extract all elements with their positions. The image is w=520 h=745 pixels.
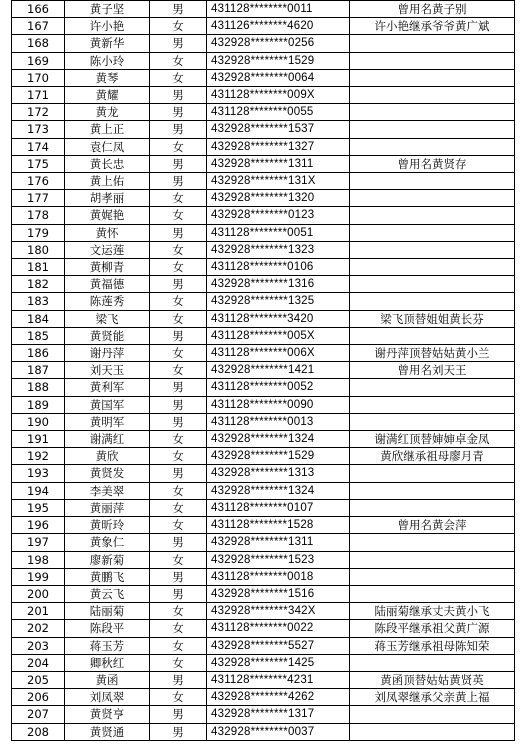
row-number-cell: 174 xyxy=(12,138,65,155)
sex-cell: 男 xyxy=(150,224,207,241)
name-cell: 黄新华 xyxy=(65,35,150,52)
name-cell: 黄怀 xyxy=(65,224,150,241)
sex-cell: 女 xyxy=(150,18,207,35)
id-number-cell: 432928********342X xyxy=(207,603,350,620)
table-row xyxy=(12,87,515,104)
id-number-cell: 431128********0107 xyxy=(207,499,350,516)
table-row xyxy=(12,585,515,602)
table-row xyxy=(12,52,515,69)
row-number-cell: 191 xyxy=(12,431,65,448)
table-row xyxy=(12,35,515,52)
table-row xyxy=(12,568,515,585)
note-cell xyxy=(350,379,515,396)
name-cell: 许小艳 xyxy=(65,18,150,35)
table-row xyxy=(12,362,515,379)
note-cell xyxy=(350,104,515,121)
sex-cell: 男 xyxy=(150,276,207,293)
name-cell: 袁仁凤 xyxy=(65,138,150,155)
sex-cell: 女 xyxy=(150,293,207,310)
row-number-cell: 201 xyxy=(12,603,65,620)
note-cell xyxy=(350,52,515,69)
name-cell: 黄柳青 xyxy=(65,259,150,276)
sex-cell: 男 xyxy=(150,723,207,740)
id-number-cell: 432928********1317 xyxy=(207,706,350,723)
row-number-cell: 168 xyxy=(12,35,65,52)
sex-cell: 女 xyxy=(150,259,207,276)
sex-cell: 男 xyxy=(150,706,207,723)
sex-cell: 男 xyxy=(150,173,207,190)
id-number-cell: 432928********1523 xyxy=(207,551,350,568)
id-number-cell: 431128********0022 xyxy=(207,620,350,637)
name-cell: 黄贤能 xyxy=(65,327,150,344)
name-cell: 黄利军 xyxy=(65,379,150,396)
id-number-cell: 432928********1421 xyxy=(207,362,350,379)
name-cell: 黄上正 xyxy=(65,121,150,138)
note-cell xyxy=(350,706,515,723)
id-number-cell: 432928********1313 xyxy=(207,465,350,482)
sex-cell: 女 xyxy=(150,620,207,637)
note-cell xyxy=(350,173,515,190)
sex-cell: 女 xyxy=(150,482,207,499)
note-cell xyxy=(350,551,515,568)
name-cell: 胡孝丽 xyxy=(65,190,150,207)
name-cell: 黄欣 xyxy=(65,448,150,465)
row-number-cell: 207 xyxy=(12,706,65,723)
name-cell: 谢丹萍 xyxy=(65,345,150,362)
table-row xyxy=(12,155,515,172)
row-number-cell: 186 xyxy=(12,345,65,362)
sex-cell: 男 xyxy=(150,568,207,585)
name-cell: 黄贤通 xyxy=(65,723,150,740)
id-number-cell: 432928********4262 xyxy=(207,689,350,706)
sex-cell: 女 xyxy=(150,654,207,671)
note-cell: 曾用名黄会萍 xyxy=(350,517,515,534)
sex-cell: 女 xyxy=(150,637,207,654)
row-number-cell: 185 xyxy=(12,327,65,344)
table-row xyxy=(12,431,515,448)
row-number-cell: 181 xyxy=(12,259,65,276)
note-cell xyxy=(350,568,515,585)
row-number-cell: 167 xyxy=(12,18,65,35)
note-cell xyxy=(350,241,515,258)
sex-cell: 男 xyxy=(150,155,207,172)
id-number-cell: 431128********1528 xyxy=(207,517,350,534)
note-cell xyxy=(350,207,515,224)
sex-cell: 男 xyxy=(150,534,207,551)
row-number-cell: 178 xyxy=(12,207,65,224)
sex-cell: 男 xyxy=(150,671,207,688)
id-number-cell: 431128********005X xyxy=(207,327,350,344)
sex-cell: 男 xyxy=(150,585,207,602)
table-row xyxy=(12,534,515,551)
note-cell: 陆丽菊继承丈夫黄小飞 xyxy=(350,603,515,620)
table-row xyxy=(12,706,515,723)
records-table-body xyxy=(12,1,515,741)
table-row xyxy=(12,293,515,310)
table-row xyxy=(12,689,515,706)
row-number-cell: 172 xyxy=(12,104,65,121)
name-cell: 黄贤发 xyxy=(65,465,150,482)
note-cell xyxy=(350,499,515,516)
sex-cell: 女 xyxy=(150,499,207,516)
table-row xyxy=(12,18,515,35)
table-row xyxy=(12,345,515,362)
id-number-cell: 431128********0055 xyxy=(207,104,350,121)
note-cell xyxy=(350,396,515,413)
id-number-cell: 431128********006X xyxy=(207,345,350,362)
name-cell: 黄琴 xyxy=(65,69,150,86)
row-number-cell: 196 xyxy=(12,517,65,534)
id-number-cell: 431126********4620 xyxy=(207,18,350,35)
table-row xyxy=(12,1,515,18)
table-row xyxy=(12,190,515,207)
note-cell xyxy=(350,121,515,138)
id-number-cell: 431128********0013 xyxy=(207,413,350,430)
id-number-cell: 432928********1425 xyxy=(207,654,350,671)
table-row xyxy=(12,173,515,190)
note-cell: 许小艳继承爷爷黄广斌 xyxy=(350,18,515,35)
note-cell xyxy=(350,276,515,293)
id-number-cell: 432928********131X xyxy=(207,173,350,190)
sex-cell: 女 xyxy=(150,52,207,69)
row-number-cell: 199 xyxy=(12,568,65,585)
table-row xyxy=(12,104,515,121)
name-cell: 陆丽菊 xyxy=(65,603,150,620)
note-cell xyxy=(350,293,515,310)
id-number-cell: 431128********0051 xyxy=(207,224,350,241)
id-number-cell: 431128********4231 xyxy=(207,671,350,688)
sex-cell: 女 xyxy=(150,603,207,620)
name-cell: 陈小玲 xyxy=(65,52,150,69)
row-number-cell: 169 xyxy=(12,52,65,69)
table-row xyxy=(12,723,515,740)
note-cell xyxy=(350,413,515,430)
row-number-cell: 188 xyxy=(12,379,65,396)
table-row xyxy=(12,259,515,276)
note-cell xyxy=(350,69,515,86)
records-table xyxy=(11,0,515,741)
table-row xyxy=(12,121,515,138)
table-row xyxy=(12,551,515,568)
row-number-cell: 198 xyxy=(12,551,65,568)
note-cell xyxy=(350,534,515,551)
id-number-cell: 432928********1529 xyxy=(207,52,350,69)
row-number-cell: 171 xyxy=(12,87,65,104)
table-row xyxy=(12,465,515,482)
id-number-cell: 431128********3420 xyxy=(207,310,350,327)
name-cell: 黄娓艳 xyxy=(65,207,150,224)
sex-cell: 男 xyxy=(150,327,207,344)
name-cell: 李美翠 xyxy=(65,482,150,499)
id-number-cell: 431128********0090 xyxy=(207,396,350,413)
row-number-cell: 182 xyxy=(12,276,65,293)
name-cell: 陈段平 xyxy=(65,620,150,637)
table-row xyxy=(12,603,515,620)
note-cell: 黄函顶替姑姑黄贤英 xyxy=(350,671,515,688)
id-number-cell: 431128********0106 xyxy=(207,259,350,276)
sex-cell: 女 xyxy=(150,138,207,155)
row-number-cell: 194 xyxy=(12,482,65,499)
name-cell: 黄福德 xyxy=(65,276,150,293)
name-cell: 刘凤翠 xyxy=(65,689,150,706)
sex-cell: 男 xyxy=(150,396,207,413)
row-number-cell: 195 xyxy=(12,499,65,516)
id-number-cell: 431128********0018 xyxy=(207,568,350,585)
table-row xyxy=(12,207,515,224)
name-cell: 陈莲秀 xyxy=(65,293,150,310)
name-cell: 廖新菊 xyxy=(65,551,150,568)
row-number-cell: 173 xyxy=(12,121,65,138)
table-row xyxy=(12,482,515,499)
id-number-cell: 432928********1325 xyxy=(207,293,350,310)
id-number-cell: 432928********0037 xyxy=(207,723,350,740)
sex-cell: 女 xyxy=(150,551,207,568)
row-number-cell: 197 xyxy=(12,534,65,551)
table-row xyxy=(12,413,515,430)
sex-cell: 女 xyxy=(150,431,207,448)
sex-cell: 女 xyxy=(150,517,207,534)
table-row xyxy=(12,654,515,671)
row-number-cell: 170 xyxy=(12,69,65,86)
sex-cell: 男 xyxy=(150,121,207,138)
name-cell: 黄贤亨 xyxy=(65,706,150,723)
sex-cell: 女 xyxy=(150,69,207,86)
name-cell: 黄丽萍 xyxy=(65,499,150,516)
row-number-cell: 202 xyxy=(12,620,65,637)
sex-cell: 男 xyxy=(150,87,207,104)
note-cell xyxy=(350,259,515,276)
note-cell: 谢满红顶替婶婶卓金凤 xyxy=(350,431,515,448)
id-number-cell: 432928********1327 xyxy=(207,138,350,155)
table-row xyxy=(12,327,515,344)
row-number-cell: 203 xyxy=(12,637,65,654)
row-number-cell: 205 xyxy=(12,671,65,688)
row-number-cell: 190 xyxy=(12,413,65,430)
sex-cell: 男 xyxy=(150,35,207,52)
note-cell: 梁飞顶替姐姐黄长芬 xyxy=(350,310,515,327)
table-row xyxy=(12,69,515,86)
sex-cell: 女 xyxy=(150,362,207,379)
row-number-cell: 179 xyxy=(12,224,65,241)
sex-cell: 女 xyxy=(150,190,207,207)
id-number-cell: 431128********009X xyxy=(207,87,350,104)
row-number-cell: 176 xyxy=(12,173,65,190)
row-number-cell: 175 xyxy=(12,155,65,172)
name-cell: 黄函 xyxy=(65,671,150,688)
name-cell: 刘天玉 xyxy=(65,362,150,379)
table-row xyxy=(12,396,515,413)
id-number-cell: 431128********0011 xyxy=(207,1,350,18)
name-cell: 黄龙 xyxy=(65,104,150,121)
name-cell: 黄云飞 xyxy=(65,585,150,602)
name-cell: 黄国军 xyxy=(65,396,150,413)
table-row xyxy=(12,379,515,396)
name-cell: 梁飞 xyxy=(65,310,150,327)
name-cell: 黄象仁 xyxy=(65,534,150,551)
table-row xyxy=(12,224,515,241)
note-cell xyxy=(350,654,515,671)
table-row xyxy=(12,517,515,534)
id-number-cell: 432928********5527 xyxy=(207,637,350,654)
sex-cell: 男 xyxy=(150,413,207,430)
name-cell: 文运莲 xyxy=(65,241,150,258)
note-cell xyxy=(350,87,515,104)
id-number-cell: 432928********1320 xyxy=(207,190,350,207)
id-number-cell: 431128********0052 xyxy=(207,379,350,396)
note-cell xyxy=(350,224,515,241)
note-cell: 陈段平继承祖父黄广源 xyxy=(350,620,515,637)
row-number-cell: 208 xyxy=(12,723,65,740)
row-number-cell: 166 xyxy=(12,1,65,18)
note-cell xyxy=(350,482,515,499)
id-number-cell: 432928********1316 xyxy=(207,276,350,293)
row-number-cell: 189 xyxy=(12,396,65,413)
note-cell: 黄欣继承祖母廖月青 xyxy=(350,448,515,465)
id-number-cell: 432928********1516 xyxy=(207,585,350,602)
table-row xyxy=(12,637,515,654)
note-cell: 曾用名黄贤存 xyxy=(350,155,515,172)
sex-cell: 女 xyxy=(150,689,207,706)
table-row xyxy=(12,499,515,516)
note-cell xyxy=(350,723,515,740)
id-number-cell: 432928********1311 xyxy=(207,534,350,551)
row-number-cell: 183 xyxy=(12,293,65,310)
note-cell xyxy=(350,585,515,602)
note-cell xyxy=(350,35,515,52)
row-number-cell: 192 xyxy=(12,448,65,465)
row-number-cell: 177 xyxy=(12,190,65,207)
sex-cell: 男 xyxy=(150,465,207,482)
row-number-cell: 206 xyxy=(12,689,65,706)
note-cell xyxy=(350,138,515,155)
sex-cell: 女 xyxy=(150,241,207,258)
id-number-cell: 432928********0256 xyxy=(207,35,350,52)
row-number-cell: 180 xyxy=(12,241,65,258)
note-cell: 谢丹萍顶替姑姑黄小兰 xyxy=(350,345,515,362)
sex-cell: 男 xyxy=(150,1,207,18)
table-row xyxy=(12,671,515,688)
note-cell xyxy=(350,327,515,344)
row-number-cell: 200 xyxy=(12,585,65,602)
table-row xyxy=(12,310,515,327)
note-cell: 曾用名刘天王 xyxy=(350,362,515,379)
row-number-cell: 187 xyxy=(12,362,65,379)
sex-cell: 女 xyxy=(150,207,207,224)
id-number-cell: 432928********1324 xyxy=(207,431,350,448)
name-cell: 黄长忠 xyxy=(65,155,150,172)
id-number-cell: 432928********1529 xyxy=(207,448,350,465)
id-number-cell: 432928********1311 xyxy=(207,155,350,172)
table-row xyxy=(12,620,515,637)
name-cell: 卿秋红 xyxy=(65,654,150,671)
id-number-cell: 432928********1324 xyxy=(207,482,350,499)
id-number-cell: 432928********1323 xyxy=(207,241,350,258)
note-cell xyxy=(350,190,515,207)
row-number-cell: 204 xyxy=(12,654,65,671)
name-cell: 黄耀 xyxy=(65,87,150,104)
note-cell: 曾用名黄子别 xyxy=(350,1,515,18)
note-cell: 刘凤翠继承父亲黄上福 xyxy=(350,689,515,706)
name-cell: 黄鹏飞 xyxy=(65,568,150,585)
sex-cell: 女 xyxy=(150,448,207,465)
note-cell xyxy=(350,465,515,482)
id-number-cell: 432928********0123 xyxy=(207,207,350,224)
table-row xyxy=(12,276,515,293)
id-number-cell: 432928********0064 xyxy=(207,69,350,86)
name-cell: 黄明军 xyxy=(65,413,150,430)
note-cell: 蒋玉芳继承祖母陈知荣 xyxy=(350,637,515,654)
sex-cell: 女 xyxy=(150,345,207,362)
table-row xyxy=(12,448,515,465)
name-cell: 蒋玉芳 xyxy=(65,637,150,654)
id-number-cell: 432928********1537 xyxy=(207,121,350,138)
sex-cell: 女 xyxy=(150,310,207,327)
table-row xyxy=(12,241,515,258)
row-number-cell: 184 xyxy=(12,310,65,327)
name-cell: 黄昕玲 xyxy=(65,517,150,534)
name-cell: 黄上佑 xyxy=(65,173,150,190)
sex-cell: 男 xyxy=(150,379,207,396)
row-number-cell: 193 xyxy=(12,465,65,482)
name-cell: 谢满红 xyxy=(65,431,150,448)
name-cell: 黄子坚 xyxy=(65,1,150,18)
table-row xyxy=(12,138,515,155)
sex-cell: 男 xyxy=(150,104,207,121)
